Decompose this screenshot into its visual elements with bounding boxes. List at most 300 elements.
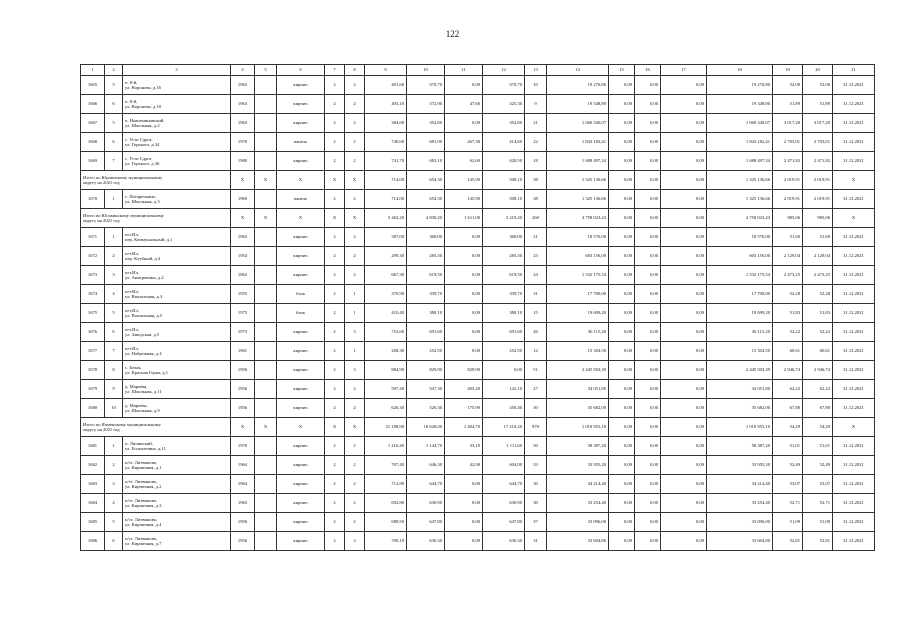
cell-col-14: 2 445 503,39 [547,361,609,380]
cell-col-21: 31.12.2021 [833,76,875,95]
summary-label-line-2: округу на 2021 год [83,427,120,432]
cell-col-14: 15 304,50 [547,342,609,361]
cell-col-21: 31.12.2021 [833,532,875,551]
cell-col-11: 0,00 [445,342,483,361]
cell-col-16: 0,00 [635,76,661,95]
address-locality: д. Марьёва, [125,402,148,408]
address-street: ул. Кирпичная, д.7 [125,541,162,546]
cell-col-17: 0,00 [661,380,707,399]
cell-col-14: 35 682,00 [547,399,609,418]
cell-col-18: 4 758 023,43 [707,209,773,228]
cell-col-14: 33 604,80 [547,532,609,551]
cell-col-9: 268,30 [365,342,407,361]
cell-col-9: 884,90 [365,361,407,380]
cell-col-6: блок [277,285,325,304]
cell-col-13: 38 [525,171,547,190]
address-locality: п/ст. Литвиново, [125,516,158,522]
cell-col-17: 0,00 [661,285,707,304]
table-row [81,399,875,418]
row-number: 1674 [81,285,105,304]
row-number: 1673 [81,266,105,285]
cell-col-16: 0,00 [635,247,661,266]
cell-col-10: 647,80 [407,513,445,532]
cell-col-15: 0,00 [609,494,635,513]
cell-col-16: 0,00 [635,380,661,399]
cell-col-15: 0,00 [609,456,635,475]
cell-col-19: 2 703,01 [773,133,803,152]
address-locality: п. Новоеминовский, [125,117,165,123]
cell-col-11: 1 611,00 [445,209,483,228]
cell-col-16: 0,00 [635,266,661,285]
cell-col-20: 54,29 [803,418,833,437]
cell-col-21: 31.12.2021 [833,342,875,361]
address-cell [123,304,231,323]
cell-col-18: 33 254,40 [707,494,773,513]
cell-col-21: 31.12.2021 [833,380,875,399]
cell-col-16: 0,00 [635,475,661,494]
column-header-2: 2 [105,65,123,76]
cell-col-15: 0,00 [609,114,635,133]
cell-col-7: 2 [325,285,345,304]
row-index: 7 [105,152,123,171]
cell-col-19: 985,06 [773,209,803,228]
cell-col-6: X [277,171,325,190]
cell-col-5 [255,361,277,380]
cell-col-11: 0,00 [445,114,483,133]
column-header-13: 13 [525,65,547,76]
cell-col-18: 1 010 955,10 [707,418,773,437]
cell-col-20: 2 473,25 [803,266,833,285]
cell-col-4: 1980 [231,152,255,171]
cell-col-18: 603 156,00 [707,247,773,266]
row-index: 6 [105,95,123,114]
cell-col-20: 52,49 [803,456,833,475]
cell-col-17: 0,00 [661,209,707,228]
cell-col-4: 1961 [231,342,255,361]
table-row [81,475,875,494]
cell-col-18: 1 325 136,66 [707,171,773,190]
cell-col-16: 0,00 [635,190,661,209]
cell-col-15: 0,00 [609,190,635,209]
cell-col-18: 2 445 503,39 [707,361,773,380]
cell-col-11: 829,90 [445,361,483,380]
cell-col-19: 52,81 [773,532,803,551]
address-street: ул. Вокзальная, д.5 [125,313,163,318]
cell-col-4: 1973 [231,323,255,342]
cell-col-21: 31.12.2021 [833,114,875,133]
table-row [81,285,875,304]
cell-col-11: 0,00 [445,266,483,285]
table-row [81,76,875,95]
cell-col-12: 691,60 [483,323,525,342]
cell-col-12: 283,30 [483,247,525,266]
address-cell [123,437,231,456]
cell-col-12: 508,10 [483,190,525,209]
cell-col-8: 1 [345,304,365,323]
cell-col-16: 0,00 [635,285,661,304]
cell-col-14: 1 325 136,66 [547,190,609,209]
cell-col-18: 19 276,80 [707,76,773,95]
row-number: 1685 [81,513,105,532]
cell-col-4: 1964 [231,456,255,475]
cell-col-14: 19 276,80 [547,76,609,95]
row-index: 1 [105,228,123,247]
cell-col-20: 52,00 [803,76,833,95]
table-row [81,228,875,247]
column-header-4: 4 [231,65,255,76]
cell-col-12: 3 219,20 [483,209,525,228]
address-cell [123,380,231,399]
address-cell [123,285,231,304]
cell-col-12: 370,70 [483,76,525,95]
cell-col-7: 2 [325,266,345,285]
cell-col-19: 51,60 [773,228,803,247]
cell-col-11: 47,60 [445,95,483,114]
cell-col-8: 2 [345,247,365,266]
cell-col-20: 51,09 [803,513,833,532]
cell-col-19: 3 017,20 [773,114,803,133]
cell-col-17: 0,00 [661,323,707,342]
table-row [81,361,875,380]
address-street: ул. Школьная, д.9 [125,408,160,413]
cell-col-9: 384,60 [365,114,407,133]
cell-col-6: кирпич [277,228,325,247]
cell-col-10: 283,30 [407,247,445,266]
cell-col-13: 18 [525,152,547,171]
cell-col-6: кирпич [277,437,325,456]
cell-col-20: 51,60 [803,228,833,247]
address-street: ул. Кирпичная, д.4 [125,522,162,527]
cell-col-13: 260 [525,209,547,228]
row-index: 3 [105,266,123,285]
cell-col-12: 252,50 [483,342,525,361]
cell-col-12: 360,00 [483,228,525,247]
column-numbers-row [81,65,875,76]
summary-row [81,171,875,190]
cell-col-14: 33 254,40 [547,494,609,513]
table-row [81,323,875,342]
address-street: ул. Большечина, д.11 [125,446,166,451]
cell-col-20: 52,28 [803,285,833,304]
cell-col-10: 339,70 [407,285,445,304]
cell-col-5: X [255,418,277,437]
cell-col-13: 24 [525,266,547,285]
cell-col-7: 2 [325,361,345,380]
cell-col-21: 31.12.2021 [833,323,875,342]
column-header-12: 12 [483,65,525,76]
cell-col-9: 1 216,40 [365,437,407,456]
summary-label-line-1: Итого по Юсьвинскому муниципальному [83,212,165,218]
cell-col-4: 1975 [231,304,255,323]
cell-col-5 [255,228,277,247]
table-row [81,114,875,133]
column-header-19: 19 [773,65,803,76]
cell-col-13: 26 [525,323,547,342]
row-number: 1675 [81,304,105,323]
cell-col-9: 740,60 [365,133,407,152]
address-cell [123,228,231,247]
cell-col-19: 52,28 [773,285,803,304]
cell-col-8: 2 [345,228,365,247]
cell-col-15: 0,00 [609,171,635,190]
cell-col-13: 30 [525,475,547,494]
address-locality: п. Личинский, [125,440,153,446]
cell-col-19: 52,49 [773,456,803,475]
row-index: 10 [105,399,123,418]
address-locality: пгт.Ил, [125,326,139,332]
cell-col-19: 52,71 [773,494,803,513]
cell-col-5 [255,133,277,152]
cell-col-9: 370,90 [365,285,407,304]
table-row [81,456,875,475]
address-cell [123,95,231,114]
cell-col-21: 31.12.2021 [833,190,875,209]
address-cell [123,532,231,551]
summary-row [81,209,875,228]
summary-label [81,171,231,190]
cell-col-5: X [255,171,277,190]
row-number: 1668 [81,133,105,152]
cell-col-21: 31.12.2021 [833,247,875,266]
cell-col-4: 1978 [231,133,255,152]
cell-col-20: 53,07 [803,475,833,494]
row-index: 8 [105,361,123,380]
cell-col-20: 52,71 [803,494,833,513]
cell-col-10: 1 144,70 [407,437,445,456]
cell-col-7: 2 [325,380,345,399]
cell-col-8: 3 [345,361,365,380]
cell-col-4: 1964 [231,475,255,494]
cell-col-21: 31.12.2021 [833,513,875,532]
cell-col-6: кирпич [277,266,325,285]
address-street: ул. Анисрекина, д.2 [125,275,164,280]
cell-col-17: 0,00 [661,532,707,551]
cell-col-21: 31.12.2021 [833,152,875,171]
row-index: 5 [105,76,123,95]
cell-col-6: кирпич [277,380,325,399]
cell-col-14: 36 115,20 [547,323,609,342]
cell-col-10: 654,30 [407,190,445,209]
cell-col-15: 0,00 [609,266,635,285]
cell-col-20: 51,83 [803,304,833,323]
cell-col-16: 0,00 [635,513,661,532]
summary-row [81,418,875,437]
cell-col-16: 0,00 [635,152,661,171]
row-index: 6 [105,323,123,342]
cell-col-10: 370,70 [407,76,445,95]
address-locality: п/ст. Литвиново, [125,478,158,484]
cell-col-12: 604,00 [483,456,525,475]
address-street: ул. Набрежная, д.4 [125,351,162,356]
row-index: 5 [105,114,123,133]
cell-col-19: 60,61 [773,342,803,361]
cell-col-12: 325,30 [483,95,525,114]
cell-col-17: 0,00 [661,361,707,380]
cell-col-17: 0,00 [661,266,707,285]
cell-col-16: 0,00 [635,323,661,342]
address-cell [123,76,231,95]
cell-col-21: X [833,171,875,190]
cell-col-21: 31.12.2021 [833,399,875,418]
cell-col-18: 19 699,20 [707,304,773,323]
cell-col-6: X [277,209,325,228]
cell-col-20: 62,22 [803,380,833,399]
column-header-1: 1 [81,65,105,76]
address-street: пер. Коммунальный, д.1 [125,237,173,242]
table-row [81,342,875,361]
cell-col-11: 0,00 [445,494,483,513]
cell-col-16: 0,00 [635,456,661,475]
cell-col-5 [255,456,277,475]
cell-col-11: 0,00 [445,247,483,266]
cell-col-18: 34 214,40 [707,475,773,494]
cell-col-11: 0,00 [445,532,483,551]
cell-col-6: кирпич [277,114,325,133]
cell-col-21: 31.12.2021 [833,494,875,513]
cell-col-4: 1962 [231,266,255,285]
address-locality: п/ст. Литвиново, [125,459,158,465]
cell-col-14: 1 325 136,66 [547,171,609,190]
cell-col-17: 0,00 [661,95,707,114]
column-header-3: 3 [123,65,231,76]
cell-col-12: 647,80 [483,513,525,532]
cell-col-5 [255,114,277,133]
cell-col-21: X [833,209,875,228]
cell-col-4: 1956 [231,513,255,532]
cell-col-9: 626,30 [365,399,407,418]
cell-col-14: 1 532 175,54 [547,266,609,285]
address-locality: п/ст. Литвиново, [125,535,158,541]
address-street: ул. Красная Горка, д.1 [125,370,169,375]
row-index: 6 [105,133,123,152]
cell-col-12: 619,50 [483,266,525,285]
table-row [81,513,875,532]
cell-col-15: 0,00 [609,95,635,114]
cell-col-17: 0,00 [661,190,707,209]
cell-col-8: 1 [345,285,365,304]
cell-col-18: 58 387,20 [707,437,773,456]
address-street: ул. Школьная, д.11 [125,389,162,394]
column-header-21: 21 [833,65,875,76]
cell-col-21: 31.12.2021 [833,133,875,152]
cell-col-7: 2 [325,323,345,342]
cell-col-21: 31.12.2021 [833,95,875,114]
cell-col-7: 2 [325,304,345,323]
cell-col-6: кирпич [277,95,325,114]
address-cell [123,456,231,475]
row-index: 5 [105,304,123,323]
cell-col-19: 2 019,91 [773,171,803,190]
cell-col-13: 50 [525,437,547,456]
cell-col-7: X [325,171,345,190]
cell-col-19: 2 946,74 [773,361,803,380]
cell-col-15: 0,00 [609,437,635,456]
cell-col-12: 17 210,20 [483,418,525,437]
row-number: 1666 [81,95,105,114]
row-number: 1670 [81,190,105,209]
cell-col-6: кирпич [277,323,325,342]
cell-col-15: 0,00 [609,304,635,323]
cell-col-10: 619,50 [407,266,445,285]
cell-col-16: 0,00 [635,171,661,190]
cell-col-20: 2 946,74 [803,361,833,380]
cell-col-13: 21 [525,228,547,247]
cell-col-17: 0,00 [661,247,707,266]
cell-col-5 [255,513,277,532]
cell-col-15: 0,00 [609,209,635,228]
cell-col-20: 51,89 [803,95,833,114]
cell-col-4: 1978 [231,437,255,456]
cell-col-13: 30 [525,494,547,513]
cell-col-4: 1956 [231,380,255,399]
cell-col-16: 0,00 [635,95,661,114]
cell-col-14: 1 010 955,10 [547,418,609,437]
cell-col-20: 2 703,01 [803,133,833,152]
cell-col-14: 19 699,20 [547,304,609,323]
cell-col-11: 405,20 [445,380,483,399]
address-street: ул. Кирпичная, д.3 [125,503,162,508]
cell-col-12: 1 111,60 [483,437,525,456]
cell-col-10: 654,30 [407,171,445,190]
cell-col-9: 692,80 [365,494,407,513]
cell-col-14: 34 214,40 [547,475,609,494]
cell-col-7: 2 [325,399,345,418]
cell-col-4: X [231,418,255,437]
cell-col-5 [255,304,277,323]
row-number: 1682 [81,456,105,475]
address-locality: пгт.Ил, [125,250,139,256]
cell-col-5 [255,152,277,171]
cell-col-6: кирпич [277,494,325,513]
row-index: 3 [105,475,123,494]
row-index: 1 [105,190,123,209]
cell-col-11: 62,60 [445,152,483,171]
cell-col-9: 597,40 [365,380,407,399]
cell-col-20: 60,61 [803,342,833,361]
address-cell [123,323,231,342]
cell-col-8: 2 [345,475,365,494]
cell-col-13: 22 [525,133,547,152]
cell-col-17: 0,00 [661,513,707,532]
cell-col-14: 1 060 340,07 [547,114,609,133]
column-header-17: 17 [661,65,707,76]
address-cell [123,513,231,532]
cell-col-7: 2 [325,76,345,95]
cell-col-10: 691,60 [407,323,445,342]
cell-col-12: 644,70 [483,475,525,494]
cell-col-18: 35 682,00 [707,399,773,418]
cell-col-9: 403,10 [365,95,407,114]
cell-col-13: 51 [525,361,547,380]
cell-col-18: 33 955,20 [707,456,773,475]
cell-col-8: 2 [345,95,365,114]
cell-col-10: 526,30 [407,399,445,418]
cell-col-12: 380,10 [483,304,525,323]
cell-col-8: 2 [345,190,365,209]
cell-col-18: 1 325 136,66 [707,190,773,209]
cell-col-13: 12 [525,342,547,361]
address-locality: с. Потаречкино, [125,193,157,199]
cell-col-8: 2 [345,266,365,285]
column-header-11: 11 [445,65,483,76]
cell-col-6: кирпич [277,247,325,266]
cell-col-18: 1 688 497,34 [707,152,773,171]
cell-col-18: 1 532 175,54 [707,266,773,285]
address-cell [123,475,231,494]
cell-col-7: X [325,418,345,437]
cell-col-18: 33 096,00 [707,513,773,532]
cell-col-21: 31.12.2021 [833,456,875,475]
